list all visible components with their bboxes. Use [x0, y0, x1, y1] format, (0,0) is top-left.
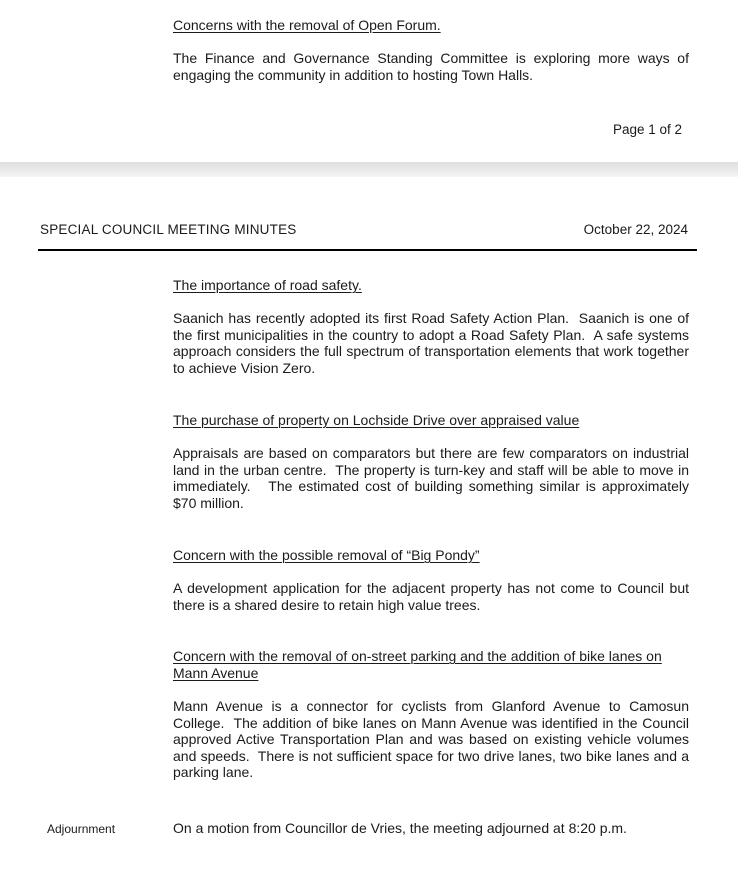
paragraph-big-pondy: A development application for the adjacent property has not come to Council but there is a shared desire to retain high value trees.	[173, 580, 693, 613]
paragraph-road-safety: Saanich has recently adopted its first Road Safety Action Plan. Saanich is one of the first municipalities in the country to adopt a Road Safety Plan. A safe systems approach considers the full spectrum of transportation elements that work together to achieve Vision Zero.	[173, 310, 693, 376]
header-divider	[38, 249, 697, 251]
section-heading-road-safety: The importance of road safety.	[173, 277, 362, 293]
section-heading-lochside-property: The purchase of property on Lochside Drive over appraised value	[173, 412, 580, 428]
section-heading-open-forum: Concerns with the removal of Open Forum.	[173, 17, 441, 33]
document-header-title: SPECIAL COUNCIL MEETING MINUTES	[40, 222, 297, 237]
paragraph-lochside-property: Appraisals are based on comparators but there are few comparators on industrial land in the urban centre. The property is turn-key and staff will be able to move in immediately. The estimated cost of building something similar is approximately $70 million.	[173, 445, 693, 511]
adjournment-margin-label: Adjournment	[47, 822, 116, 836]
adjournment-text: On a motion from Councillor de Vries, the meeting adjourned at 8:20 p.m.	[173, 820, 627, 836]
section-heading-big-pondy: Concern with the possible removal of “Big Pondy”	[173, 547, 480, 563]
paragraph-mann-avenue: Mann Avenue is a connector for cyclists from Glanford Avenue to Camosun College. The addition of bike lanes on Mann Avenue was identified in the Council approved Active Transportation Plan and was based on existing vehicle volumes and speeds. There is not sufficient space for two drive lanes, two bike lanes and a parking lane.	[173, 698, 693, 780]
section-heading-mann-avenue: Concern with the removal of on-street parking and the addition of bike lanes on Mann Avenue	[173, 648, 662, 681]
page-2-fragment	[0, 177, 738, 885]
paragraph-open-forum: The Finance and Governance Standing Committee is exploring more ways of engaging the community in addition to hosting Town Halls.	[173, 50, 693, 83]
page-separator	[0, 162, 738, 177]
page-number: Page 1 of 2	[612, 122, 682, 137]
document-header-date: October 22, 2024	[583, 222, 688, 237]
page-1-fragment	[0, 0, 738, 162]
